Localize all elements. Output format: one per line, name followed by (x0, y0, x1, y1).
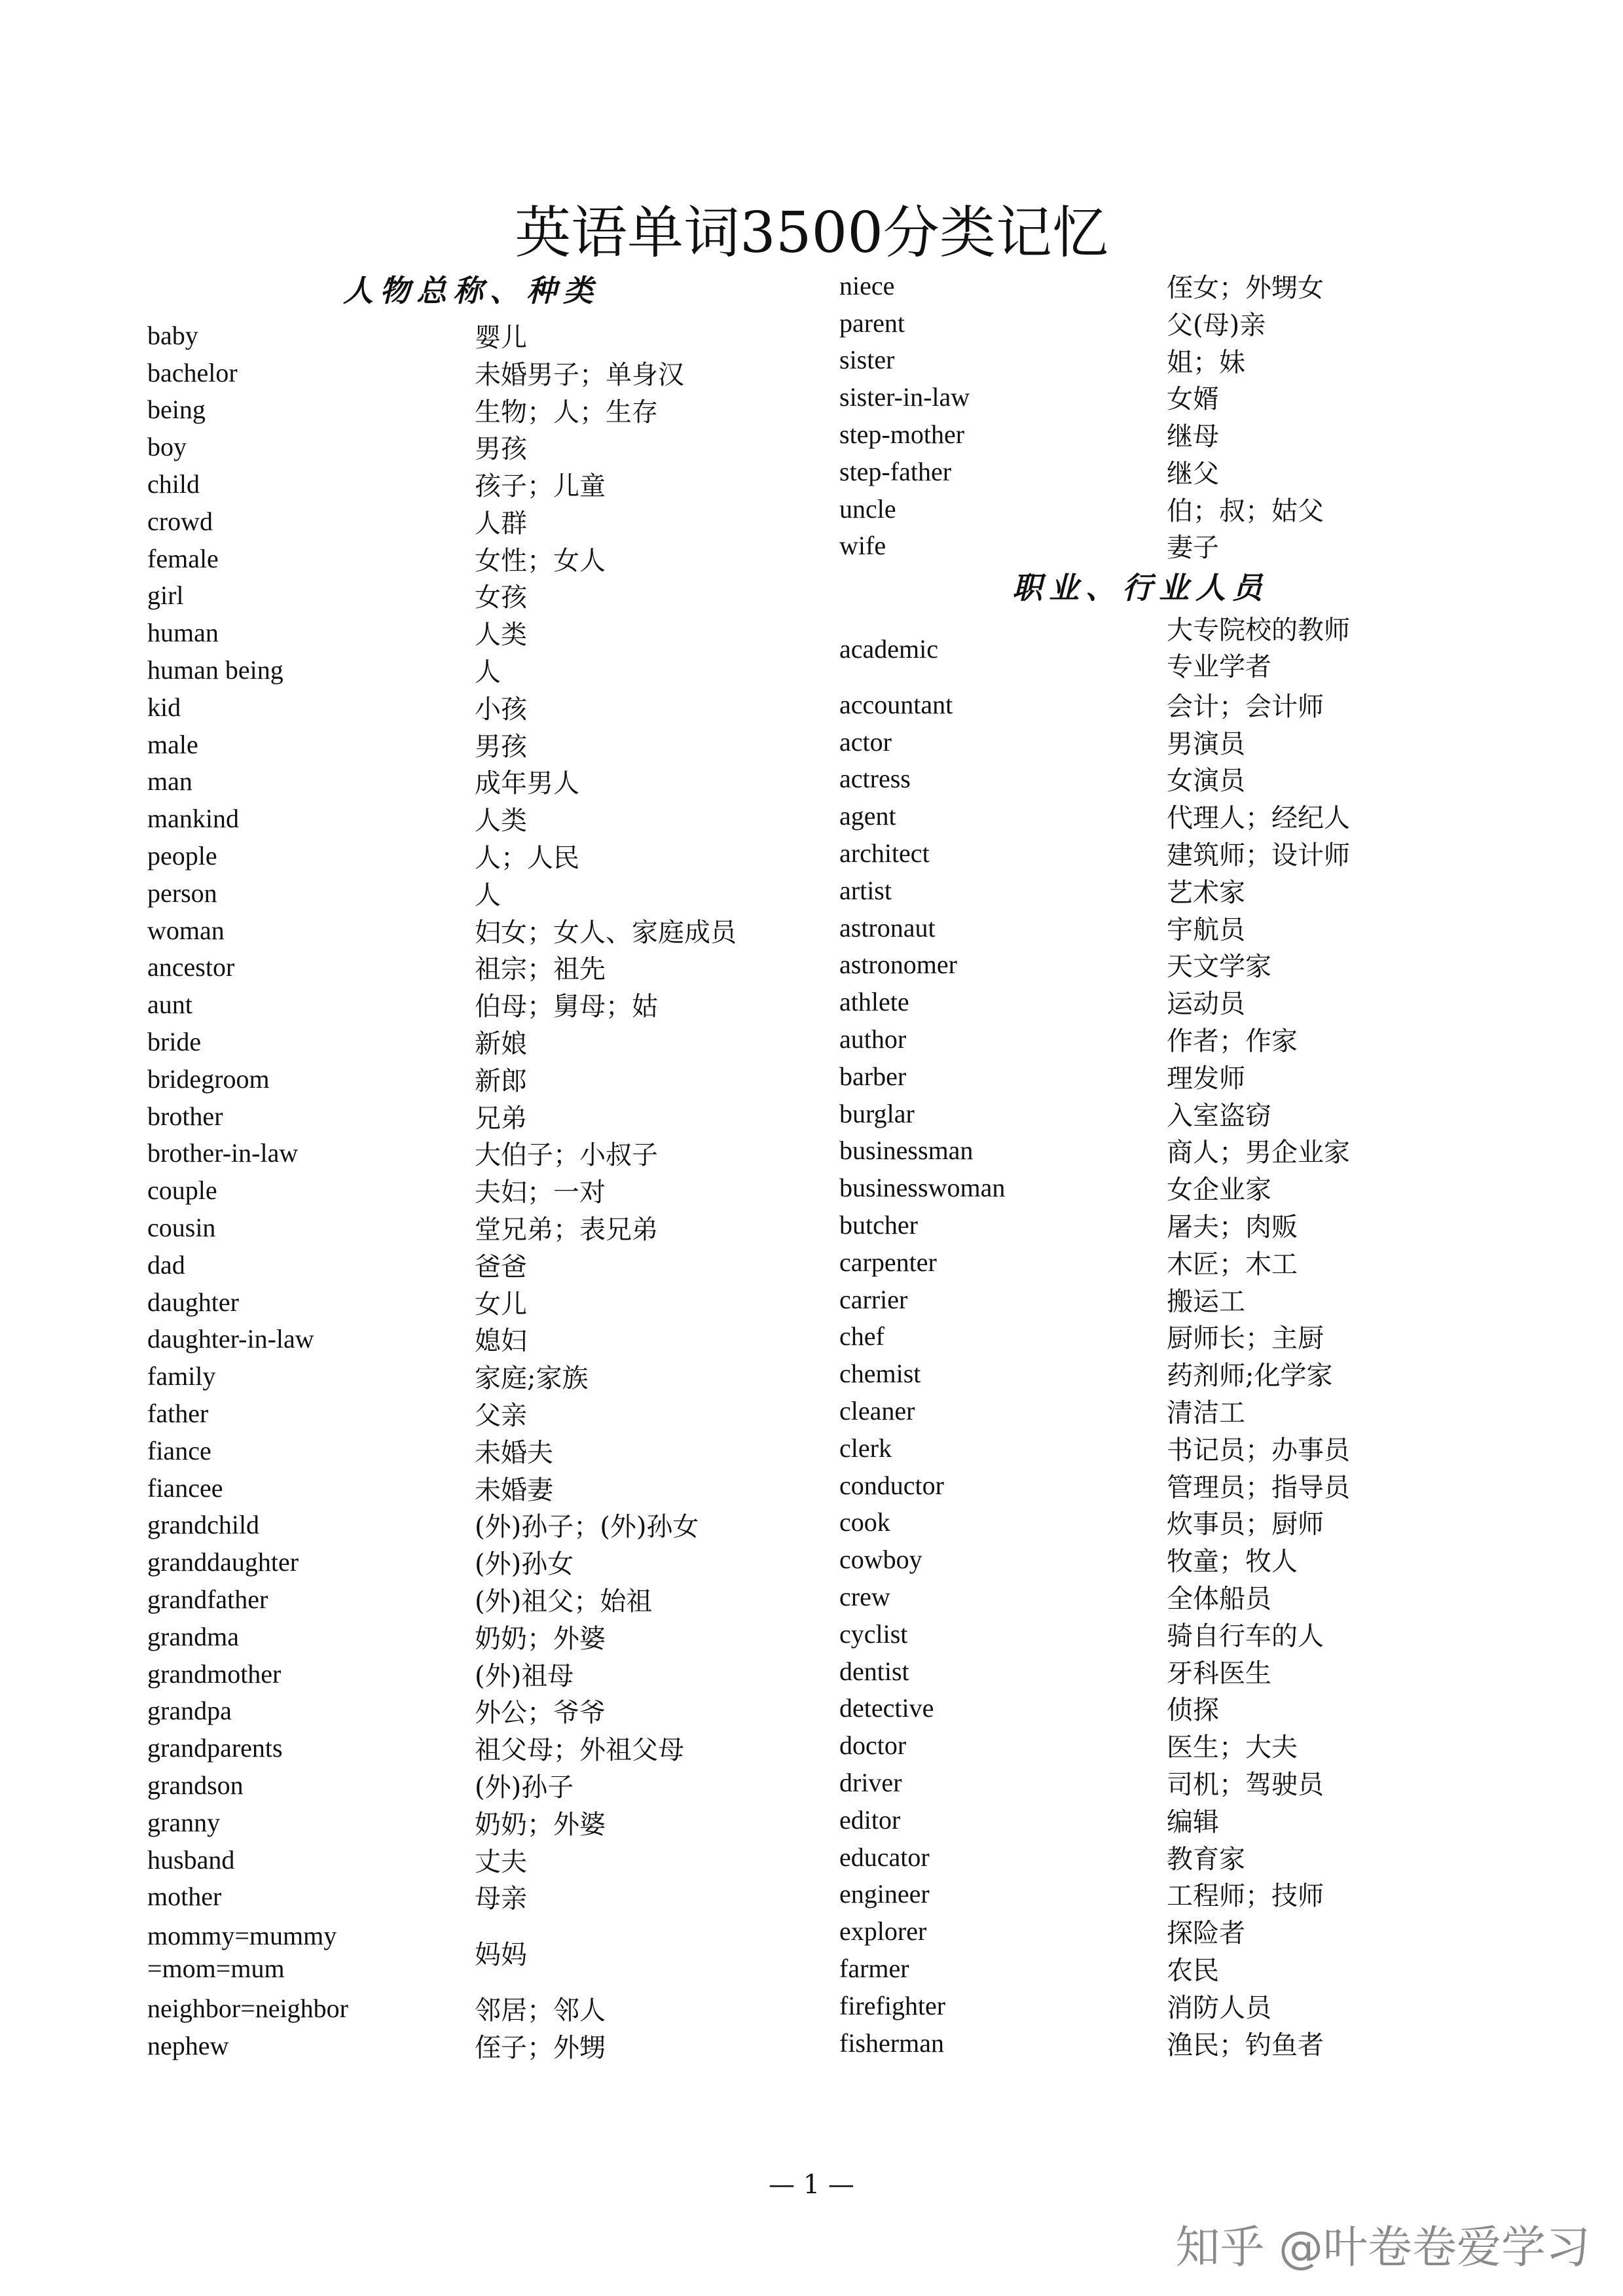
vocab-row (147, 800, 802, 837)
vocab-row (839, 528, 1494, 565)
vocab-row (839, 1429, 1494, 1467)
chinese-meaning: 妻子 (1167, 533, 1219, 564)
chinese-meaning: 父(母)亲 (1167, 310, 1266, 340)
english-word: cleaner (839, 1396, 915, 1426)
chinese-meaning: 孩子；儿童 (475, 471, 606, 502)
english-word: chef (839, 1321, 884, 1352)
english-word: male (147, 729, 198, 759)
chinese-meaning-line: 专业学者 (1167, 652, 1271, 683)
chinese-meaning: 未婚妻 (475, 1475, 553, 1505)
chinese-meaning: 女性；女人 (475, 545, 606, 576)
vocab-row (147, 1023, 802, 1060)
chinese-meaning: 未婚男子；单身汉 (475, 359, 684, 390)
vocab-row (147, 577, 802, 615)
english-word: conductor (839, 1470, 944, 1500)
english-word: grandson (147, 1770, 244, 1800)
chinese-meaning: 新娘 (475, 1029, 527, 1060)
english-word: agent (839, 801, 896, 831)
english-word: academic (839, 634, 938, 664)
english-word: husband (147, 1844, 235, 1874)
english-word: carrier (839, 1284, 908, 1314)
chinese-meaning: 消防人员 (1167, 1992, 1271, 2023)
vocab-row (839, 342, 1494, 379)
english-word: carpenter (839, 1247, 937, 1277)
vocab-row (839, 1689, 1494, 1727)
english-word: cook (839, 1507, 890, 1537)
chinese-meaning: 医生；大夫 (1167, 1732, 1298, 1763)
vocab-row (147, 465, 802, 503)
watermark: 知乎 @叶卷卷爱学习 (1175, 2222, 1590, 2274)
chinese-meaning: 牧童；牧人 (1167, 1547, 1298, 1577)
english-word: ancestor (147, 952, 235, 982)
chinese-meaning: 母亲 (475, 1884, 527, 1914)
vocab-row (147, 1507, 802, 1544)
vocab-row (839, 1950, 1494, 1987)
english-word: chemist (839, 1359, 921, 1389)
english-word: people (147, 841, 217, 871)
vocab-column-left (147, 317, 802, 2064)
chinese-meaning: 兄弟 (475, 1103, 527, 1134)
vocab-row (147, 1581, 802, 1618)
vocab-row (147, 1618, 802, 1655)
vocab-row (839, 1206, 1494, 1244)
chinese-meaning: 商人；男企业家 (1167, 1138, 1350, 1168)
vocab-row (147, 1246, 802, 1283)
chinese-meaning: 屠夫；肉贩 (1167, 1212, 1298, 1243)
english-word: granddaughter (147, 1547, 299, 1577)
vocab-row (147, 1543, 802, 1581)
english-word: crew (839, 1581, 890, 1611)
english-word: dad (147, 1249, 185, 1280)
vocab-row (147, 1432, 802, 1469)
vocab-row (839, 797, 1494, 834)
english-word: step-father (839, 456, 952, 486)
chinese-meaning: 骑自行车的人 (1167, 1621, 1324, 1651)
chinese-meaning: 堂兄弟；表兄弟 (475, 1215, 658, 1246)
english-word: man (147, 766, 192, 797)
english-word: clerk (839, 1433, 892, 1463)
chinese-meaning: 药剂师;化学家 (1167, 1361, 1333, 1391)
chinese-meaning: 女孩 (475, 583, 527, 613)
vocab-row (839, 1169, 1494, 1206)
english-word: fiancee (147, 1473, 223, 1503)
chinese-meaning: (外)祖母 (475, 1660, 574, 1691)
english-word: grandma (147, 1621, 239, 1651)
chinese-meaning: 新郎 (475, 1066, 527, 1096)
chinese-meaning: 邻居；邻人 (475, 1995, 606, 2026)
english-word-line: mommy=mummy (147, 1921, 337, 1951)
chinese-meaning: 代理人；经纪人 (1167, 803, 1350, 834)
vocab-row (839, 304, 1494, 342)
chinese-meaning: 男孩 (475, 434, 527, 465)
vocab-row (839, 1281, 1494, 1318)
chinese-meaning: 女演员 (1167, 766, 1245, 797)
chinese-meaning: 人类 (475, 620, 527, 651)
vocab-row (839, 983, 1494, 1020)
english-word: athlete (839, 987, 909, 1017)
chinese-meaning: 理发师 (1167, 1063, 1245, 1094)
vocab-row (147, 1804, 802, 1841)
english-word: bride (147, 1027, 202, 1057)
vocab-row (839, 686, 1494, 723)
english-word: family (147, 1361, 216, 1391)
vocab-row (147, 354, 802, 391)
vocab-row (147, 689, 802, 726)
chinese-meaning: 祖父母；外祖父母 (475, 1735, 684, 1766)
vocab-row (839, 1987, 1494, 2024)
vocab-row (147, 1692, 802, 1729)
english-word: grandpa (147, 1696, 232, 1726)
english-word: human (147, 618, 219, 648)
english-word: explorer (839, 1916, 927, 1946)
english-word: bridegroom (147, 1064, 270, 1094)
vocab-row (147, 1767, 802, 1804)
vocab-row (147, 874, 802, 912)
vocab-row (839, 761, 1494, 798)
chinese-meaning: 侦探 (1167, 1695, 1219, 1726)
vocab-row (147, 317, 802, 354)
english-word: grandparents (147, 1733, 283, 1763)
vocab-row (147, 726, 802, 763)
chinese-meaning: 宇航员 (1167, 914, 1245, 945)
chinese-meaning: 编辑 (1167, 1806, 1219, 1837)
chinese-meaning: 工程师；技师 (1167, 1881, 1324, 1912)
vocab-row (147, 1283, 802, 1321)
english-word: dentist (839, 1656, 909, 1686)
vocab-row (839, 490, 1494, 528)
chinese-meaning: 成年男人 (475, 768, 579, 799)
english-word: wife (839, 531, 886, 561)
vocab-row (839, 1541, 1494, 1578)
chinese-meaning: 司机；驾驶员 (1167, 1769, 1324, 1800)
english-word: fiance (147, 1435, 211, 1465)
page-number: — 1 — (769, 2170, 854, 2200)
chinese-meaning: 夫妇；一对 (475, 1177, 606, 1208)
vocab-row (839, 2024, 1494, 2062)
vocab-row (839, 1764, 1494, 1801)
chinese-meaning: 女儿 (475, 1289, 527, 1319)
english-word: girl (147, 581, 184, 611)
chinese-meaning: 炊事员；厨师 (1167, 1509, 1324, 1540)
vocab-row (147, 912, 802, 949)
english-word: cyclist (839, 1619, 908, 1649)
vocab-row (839, 872, 1494, 909)
english-word: granny (147, 1807, 221, 1837)
english-word: grandchild (147, 1510, 260, 1540)
vocab-row (839, 1058, 1494, 1095)
chinese-meaning: 男孩 (475, 731, 527, 762)
english-word: female (147, 543, 219, 573)
vocab-row (147, 540, 802, 577)
chinese-meaning: 侄女；外甥女 (1167, 272, 1324, 303)
vocab-row (839, 453, 1494, 490)
chinese-meaning: 婴儿 (475, 322, 527, 353)
chinese-meaning: 全体船员 (1167, 1584, 1271, 1614)
vocab-row (839, 1839, 1494, 1876)
chinese-meaning (1167, 611, 1350, 686)
chinese-meaning: (外)孙女 (475, 1549, 574, 1580)
english-word: actress (839, 764, 911, 794)
vocab-column-right (839, 267, 1494, 2061)
chinese-meaning: 侄子；外甥 (475, 2032, 606, 2063)
vocab-row (839, 723, 1494, 761)
english-word: daughter (147, 1287, 239, 1317)
chinese-meaning: 继母 (1167, 422, 1219, 452)
vocab-row (147, 986, 802, 1023)
english-word: couple (147, 1175, 217, 1206)
vocab-row (147, 2027, 802, 2064)
vocab-row (147, 503, 802, 540)
english-word: niece (839, 270, 895, 300)
chinese-meaning: 男演员 (1167, 728, 1245, 759)
english-word: baby (147, 320, 198, 350)
vocab-row (839, 1355, 1494, 1392)
english-word: woman (147, 915, 225, 945)
chinese-meaning: 妇女；女人、家庭成员 (475, 917, 737, 948)
vocab-row (839, 1727, 1494, 1764)
vocab-row (839, 909, 1494, 946)
english-word: being (147, 395, 206, 425)
vocab-row (839, 267, 1494, 304)
english-word: architect (839, 838, 930, 869)
english-word: nephew (147, 2030, 229, 2060)
vocab-row (839, 1095, 1494, 1132)
chinese-meaning: 未婚夫 (475, 1437, 553, 1468)
vocab-row (839, 1875, 1494, 1912)
vocab-row (839, 1132, 1494, 1170)
chinese-meaning: 搬运工 (1167, 1286, 1245, 1317)
english-word: businessman (839, 1136, 974, 1166)
vocab-row (147, 837, 802, 874)
chinese-meaning: 继父 (1167, 458, 1219, 489)
english-word: doctor (839, 1731, 907, 1761)
english-word: businesswoman (839, 1173, 1006, 1203)
english-word: astronaut (839, 912, 936, 942)
chinese-meaning: 管理员；指导员 (1167, 1472, 1350, 1503)
chinese-meaning: 渔民；钓鱼者 (1167, 2030, 1324, 2060)
english-word: child (147, 469, 200, 499)
vocab-row (839, 1318, 1494, 1355)
english-word: barber (839, 1061, 907, 1091)
vocab-row (147, 1655, 802, 1693)
section-heading-people: 人物总称、种类 (343, 273, 600, 308)
chinese-meaning: 入室盗窃 (1167, 1100, 1271, 1131)
vocab-row (839, 1392, 1494, 1429)
english-word: artist (839, 875, 892, 905)
english-word: cousin (147, 1213, 216, 1243)
chinese-meaning: 建筑师；设计师 (1167, 840, 1350, 871)
chinese-meaning: 天文学家 (1167, 952, 1271, 982)
english-word: astronomer (839, 950, 957, 980)
chinese-meaning: 农民 (1167, 1955, 1219, 1986)
vocab-row (839, 1578, 1494, 1615)
chinese-meaning: 女企业家 (1167, 1175, 1271, 1206)
chinese-meaning: 姐；妹 (1167, 347, 1245, 378)
vocab-row (839, 378, 1494, 416)
chinese-meaning: 探险者 (1167, 1918, 1245, 1949)
chinese-meaning: 书记员；办事员 (1167, 1435, 1350, 1465)
chinese-meaning: 奶奶；外婆 (475, 1623, 606, 1654)
english-word: editor (839, 1804, 901, 1835)
english-word: sister-in-law (839, 382, 970, 412)
chinese-meaning: 牙科医生 (1167, 1658, 1271, 1689)
vocab-row (147, 1135, 802, 1172)
vocab-row (147, 949, 802, 986)
vocab-row (839, 1801, 1494, 1839)
english-word: sister (839, 345, 895, 375)
english-word: aunt (147, 990, 192, 1020)
chinese-meaning: 外公；爷爷 (475, 1698, 606, 1729)
english-word: boy (147, 432, 187, 462)
chinese-meaning: 厨师长；主厨 (1167, 1323, 1324, 1354)
vocab-row (839, 1615, 1494, 1653)
chinese-meaning: 妈妈 (475, 1939, 527, 1970)
vocab-row (147, 1878, 802, 1915)
chinese-meaning: (外)孙子 (475, 1772, 574, 1803)
english-word: grandmother (147, 1659, 282, 1689)
english-word: author (839, 1024, 907, 1054)
english-word: actor (839, 726, 892, 757)
chinese-meaning: 家庭;家族 (475, 1363, 589, 1394)
chinese-meaning: 清洁工 (1167, 1398, 1245, 1429)
vocab-row (147, 1060, 802, 1098)
vocab-row (839, 946, 1494, 984)
chinese-meaning: 人类 (475, 806, 527, 836)
english-word: step-mother (839, 420, 965, 450)
english-word: driver (839, 1767, 902, 1797)
vocab-row (839, 1244, 1494, 1281)
chinese-meaning: 作者；作家 (1167, 1026, 1298, 1057)
english-word: brother-in-law (147, 1138, 299, 1168)
english-word: firefighter (839, 1990, 946, 2020)
english-word: farmer (839, 1953, 909, 1983)
vocab-row (147, 1321, 802, 1358)
chinese-meaning: 爸爸 (475, 1251, 527, 1282)
vocab-row (147, 1841, 802, 1878)
chinese-meaning: 伯；叔；姑父 (1167, 495, 1324, 526)
vocab-row (147, 1209, 802, 1246)
chinese-meaning-line: 大专院校的教师 (1167, 615, 1350, 646)
english-word: parent (839, 308, 905, 338)
chinese-meaning: 奶奶；外婆 (475, 1809, 606, 1840)
english-word: accountant (839, 689, 953, 719)
vocab-row (147, 1172, 802, 1209)
vocab-row (147, 651, 802, 689)
vocab-row (839, 1653, 1494, 1690)
english-word: human being (147, 655, 283, 685)
english-word: crowd (147, 506, 213, 536)
english-word (147, 1915, 337, 1990)
chinese-meaning: 运动员 (1167, 989, 1245, 1020)
english-word: grandfather (147, 1584, 268, 1614)
vocab-row (839, 1504, 1494, 1541)
vocab-row (147, 1729, 802, 1767)
vocab-row (147, 1098, 802, 1135)
english-word: fisherman (839, 2028, 944, 2058)
english-word: cowboy (839, 1545, 922, 1575)
chinese-meaning: 教育家 (1167, 1844, 1245, 1874)
chinese-meaning: 人群 (475, 508, 527, 539)
english-word-line: =mom=mum (147, 1954, 285, 1984)
vocab-row (839, 1912, 1494, 1950)
vocab-row (839, 611, 1494, 686)
english-word: neighbor=neighbor (147, 1993, 348, 2023)
vocab-row (147, 1357, 802, 1395)
english-word: burglar (839, 1098, 915, 1128)
chinese-meaning: 父亲 (475, 1401, 527, 1431)
page-title: 英语单词3500分类记忆 (515, 200, 1108, 266)
chinese-meaning: 木匠；木工 (1167, 1249, 1298, 1280)
english-word: mankind (147, 804, 239, 834)
english-word: educator (839, 1842, 930, 1872)
chinese-meaning: 人 (475, 880, 501, 910)
vocab-row (147, 1469, 802, 1507)
vocab-row (839, 1020, 1494, 1058)
vocab-row (147, 763, 802, 800)
chinese-meaning: 女婿 (1167, 384, 1219, 415)
chinese-meaning: 生物；人；生存 (475, 397, 658, 427)
english-word: butcher (839, 1210, 918, 1240)
english-word: person (147, 878, 217, 908)
vocab-row (147, 391, 802, 429)
vocab-row (839, 834, 1494, 872)
english-word: uncle (839, 493, 896, 524)
chinese-meaning: 祖宗；祖先 (475, 954, 606, 985)
chinese-meaning: 丈夫 (475, 1846, 527, 1877)
english-word: detective (839, 1693, 934, 1723)
vocab-row (839, 416, 1494, 453)
chinese-meaning: 艺术家 (1167, 877, 1245, 908)
vocab-row (147, 1915, 802, 1990)
chinese-meaning: 会计；会计师 (1167, 691, 1324, 722)
chinese-meaning: 媳妇 (475, 1326, 527, 1357)
vocab-row (147, 614, 802, 651)
chinese-meaning: 伯母；舅母；姑 (475, 992, 658, 1022)
chinese-meaning: (外)祖父；始祖 (475, 1587, 653, 1617)
vocab-row (147, 428, 802, 465)
english-word: kid (147, 692, 181, 722)
english-word: daughter-in-law (147, 1324, 314, 1354)
english-word: mother (147, 1882, 222, 1912)
chinese-meaning: 人 (475, 657, 501, 688)
chinese-meaning: 人；人民 (475, 843, 579, 874)
english-word: brother (147, 1101, 223, 1131)
vocab-row (147, 1990, 802, 2027)
chinese-meaning: 大伯子；小叔子 (475, 1140, 658, 1171)
vocab-row (147, 1395, 802, 1432)
english-word: father (147, 1399, 209, 1428)
vocab-row (839, 1467, 1494, 1504)
english-word: engineer (839, 1879, 930, 1909)
chinese-meaning: 小孩 (475, 694, 527, 725)
chinese-meaning: (外)孙子；(外)孙女 (475, 1512, 699, 1543)
section-heading-occupations: 职业、行业人员 (1012, 570, 1269, 606)
english-word: bachelor (147, 357, 238, 387)
